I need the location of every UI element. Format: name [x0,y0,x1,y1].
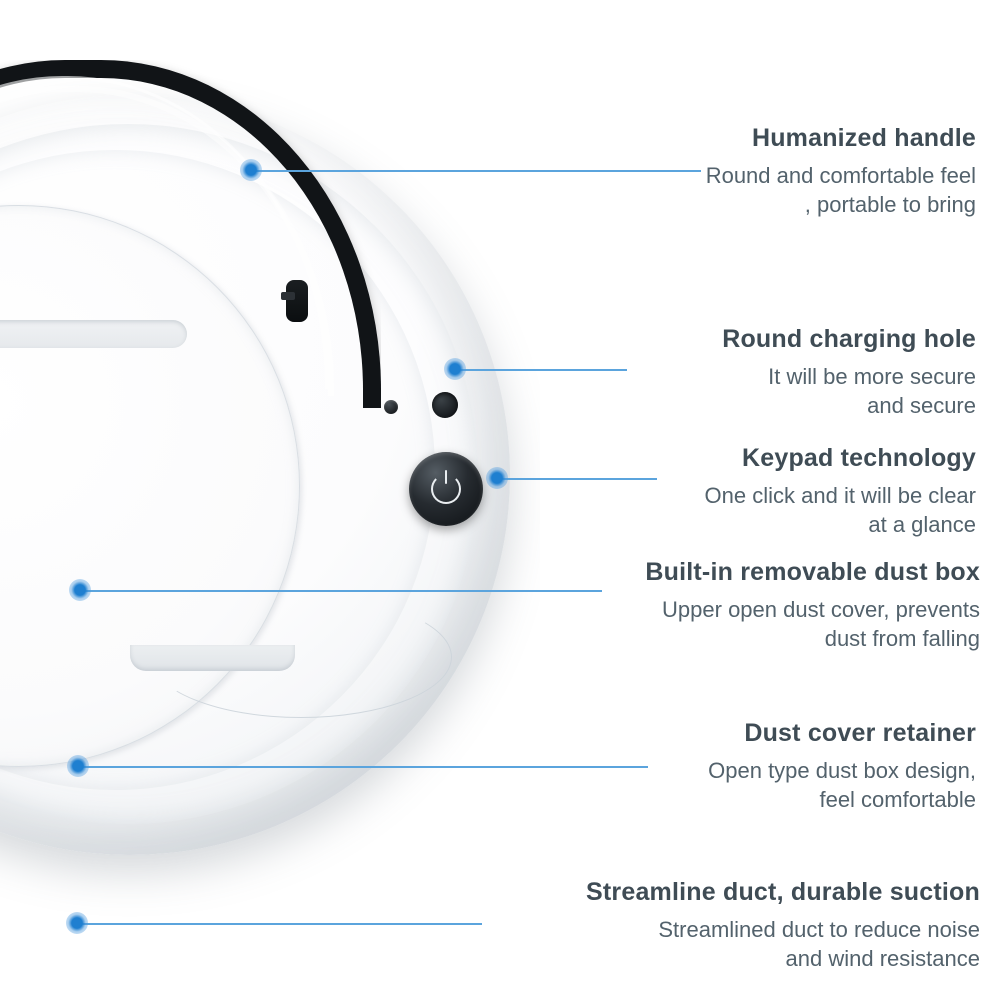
callout-round-charging-hole [722,325,976,421]
leader-line-charging [455,369,627,371]
callout-title: Round charging hole [722,325,976,353]
callout-description [705,481,976,540]
callout-description-line: feel comfortable [819,787,976,813]
callout-description-line: , portable to bring [804,192,976,218]
dust-cover-retainer-notch [130,645,295,671]
callout-dot-dustbox[interactable] [69,579,91,601]
callout-built-in-removable-dust-box [645,558,980,654]
power-button[interactable] [409,452,483,526]
callout-description [708,756,976,815]
power-icon [431,474,461,504]
callout-description-line: Round and comfortable feel [705,162,976,188]
callout-title: Keypad technology [742,444,976,472]
callout-dot-retainer[interactable] [67,755,89,777]
callout-dot-duct[interactable] [66,912,88,934]
callout-dot-handle[interactable] [240,159,262,181]
callout-description [706,161,976,220]
callout-dot-keypad[interactable] [486,467,508,489]
callout-title: Dust cover retainer [744,719,976,747]
callout-dust-cover-retainer [708,719,976,815]
callout-description [645,595,980,654]
callout-description-line: at a glance [868,512,976,538]
callout-description-line: Open type dust box design, [708,757,976,783]
callout-description-line: dust from falling [824,626,980,652]
callout-dot-charging[interactable] [444,358,466,380]
callout-description-line: Streamlined duct to reduce noise [658,916,980,942]
handle-tip-mark [281,292,295,300]
handle-tip [286,280,308,322]
callout-keypad-technology [705,444,976,540]
leader-line-dustbox [80,590,602,592]
callout-humanized-handle [706,124,976,220]
callout-description [722,362,976,421]
leader-line-duct [77,923,482,925]
leader-line-retainer [78,766,648,768]
sensor-icon [384,400,398,414]
callout-description-line: and wind resistance [785,946,980,972]
leader-line-keypad [497,478,657,480]
callout-streamline-duct [586,878,980,974]
callout-description-line: One click and it will be clear [704,482,976,508]
callout-title: Streamline duct, durable suction [586,878,980,906]
leader-line-handle [251,170,701,172]
callout-description-line: It will be more secure [768,363,976,389]
callout-description-line: and secure [867,393,976,419]
callout-title: Humanized handle [751,124,976,152]
callout-description-line: Upper open dust cover, prevents [662,596,980,622]
callout-description [586,915,980,974]
callout-title: Built-in removable dust box [645,558,980,586]
charging-port-icon [432,392,458,418]
